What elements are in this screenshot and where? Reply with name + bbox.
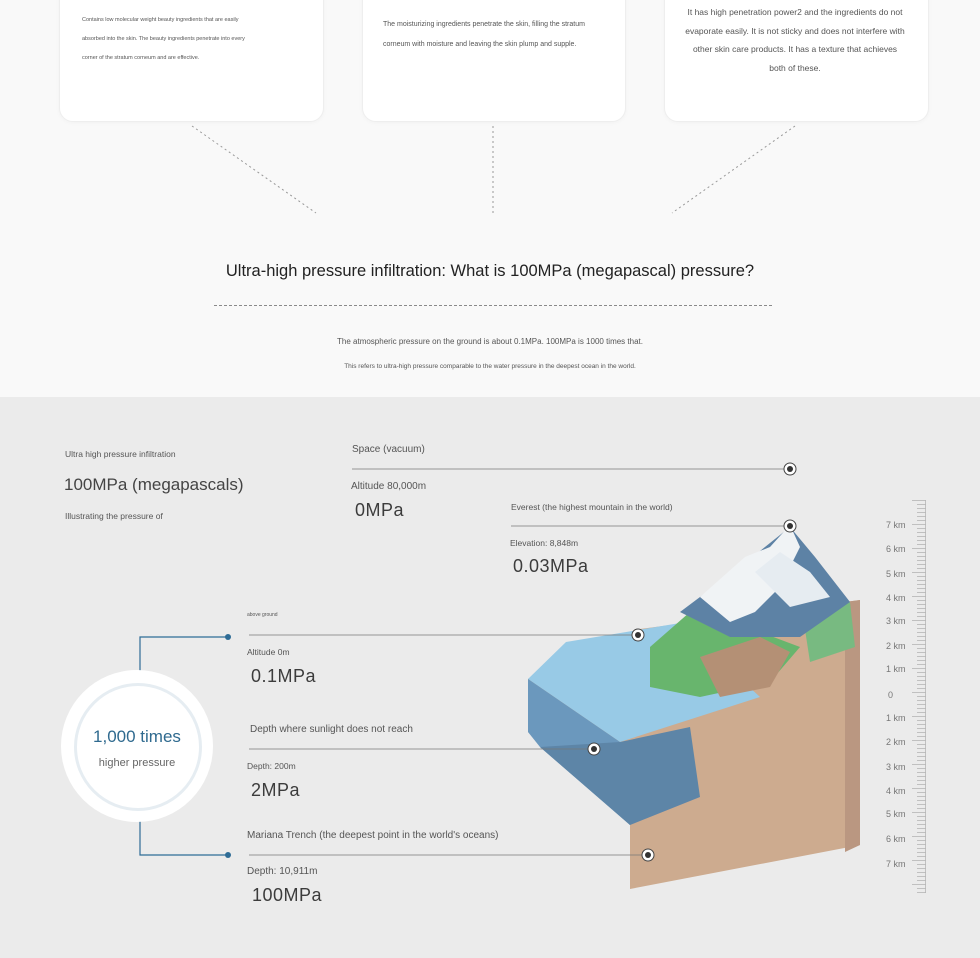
everest-meta: Elevation: 8,848m <box>510 538 579 548</box>
everest-value: 0.03MPa <box>513 556 589 576</box>
connector-line-left <box>192 126 316 213</box>
scale-above-5: 5 km <box>886 569 906 579</box>
space-value: 0MPa <box>355 500 405 520</box>
intro-subtitle: Illustrating the pressure of <box>65 511 163 521</box>
comparison-ring <box>74 683 202 811</box>
comparison-times: 1,000 times <box>93 727 181 746</box>
scale-below-5: 5 km <box>886 809 906 819</box>
scale-above-7: 7 km <box>886 520 906 530</box>
feature-card-text: Contains low molecular weight beauty ingredients that are easily absorbed into the skin. The beauty ingredients penetrate into every corner of the stratum corneum and are effective. <box>82 17 245 61</box>
bracket-dot-bottom <box>225 852 231 858</box>
scale-below-3: 3 km <box>886 762 906 772</box>
intro-kicker: Ultra high pressure infiltration <box>65 449 176 459</box>
scale-above-4: 4 km <box>886 593 906 603</box>
feature-card-text: It has high penetration power2 and the ingredients do not evaporate easily. It is not sticky and does not interfere with other skin care products. It has a texture that achieves both of these. <box>685 7 905 73</box>
depth-ruler <box>912 500 926 893</box>
intro-title: 100MPa (megapascals) <box>64 475 244 494</box>
sunlight-value: 2MPa <box>251 780 301 800</box>
trench-meta: Depth: 10,911m <box>247 866 318 877</box>
comparison-badge <box>61 670 213 822</box>
ground-value: 0.1MPa <box>251 666 317 686</box>
scale-above-1: 1 km <box>886 664 906 674</box>
ground-label: above ground <box>247 612 278 618</box>
connector-line-right <box>672 126 795 213</box>
pressure-infographic <box>0 397 980 958</box>
benefits-section <box>0 0 980 397</box>
feature-card-text: The moisturizing ingredients penetrate the skin, filling the stratum corneum with moisture and leaving the skin plump and supple. <box>383 21 585 48</box>
space-meta: Altitude 80,000m <box>351 481 427 492</box>
card-connector-lines <box>0 0 980 230</box>
space-label: Space (vacuum) <box>352 444 425 455</box>
scale-above-2: 2 km <box>886 641 906 651</box>
comparison-caption: higher pressure <box>98 757 176 769</box>
section-title: Ultra-high pressure infiltration: What is 100MPa (megapascal) pressure? <box>225 262 755 280</box>
trench-label: Mariana Trench (the deepest point in the world's oceans) <box>247 830 499 841</box>
scale-below-2: 2 km <box>886 737 906 747</box>
bracket-dot-top <box>225 634 231 640</box>
trench-value: 100MPa <box>252 885 323 905</box>
pressure-note-1: The atmospheric pressure on the ground is about 0.1MPa. 100MPa is 1000 times that. <box>337 337 643 346</box>
scale-above-3: 3 km <box>886 616 906 626</box>
pressure-note-2: This refers to ultra-high pressure comparable to the water pressure in the deepest ocean in the world. <box>344 363 636 370</box>
scale-below-1: 1 km <box>886 713 906 723</box>
dashed-divider <box>214 305 772 306</box>
scale-zero: 0 <box>888 690 894 700</box>
scale-below-4: 4 km <box>886 786 906 796</box>
everest-label: Everest (the highest mountain in the world) <box>511 502 673 512</box>
scale-below-6: 6 km <box>886 834 906 844</box>
scale-below-7: 7 km <box>886 859 906 869</box>
scale-above-6: 6 km <box>886 544 906 554</box>
sunlight-meta: Depth: 200m <box>247 761 296 771</box>
sunlight-label: Depth where sunlight does not reach <box>250 724 413 735</box>
ground-meta: Altitude 0m <box>247 647 290 657</box>
